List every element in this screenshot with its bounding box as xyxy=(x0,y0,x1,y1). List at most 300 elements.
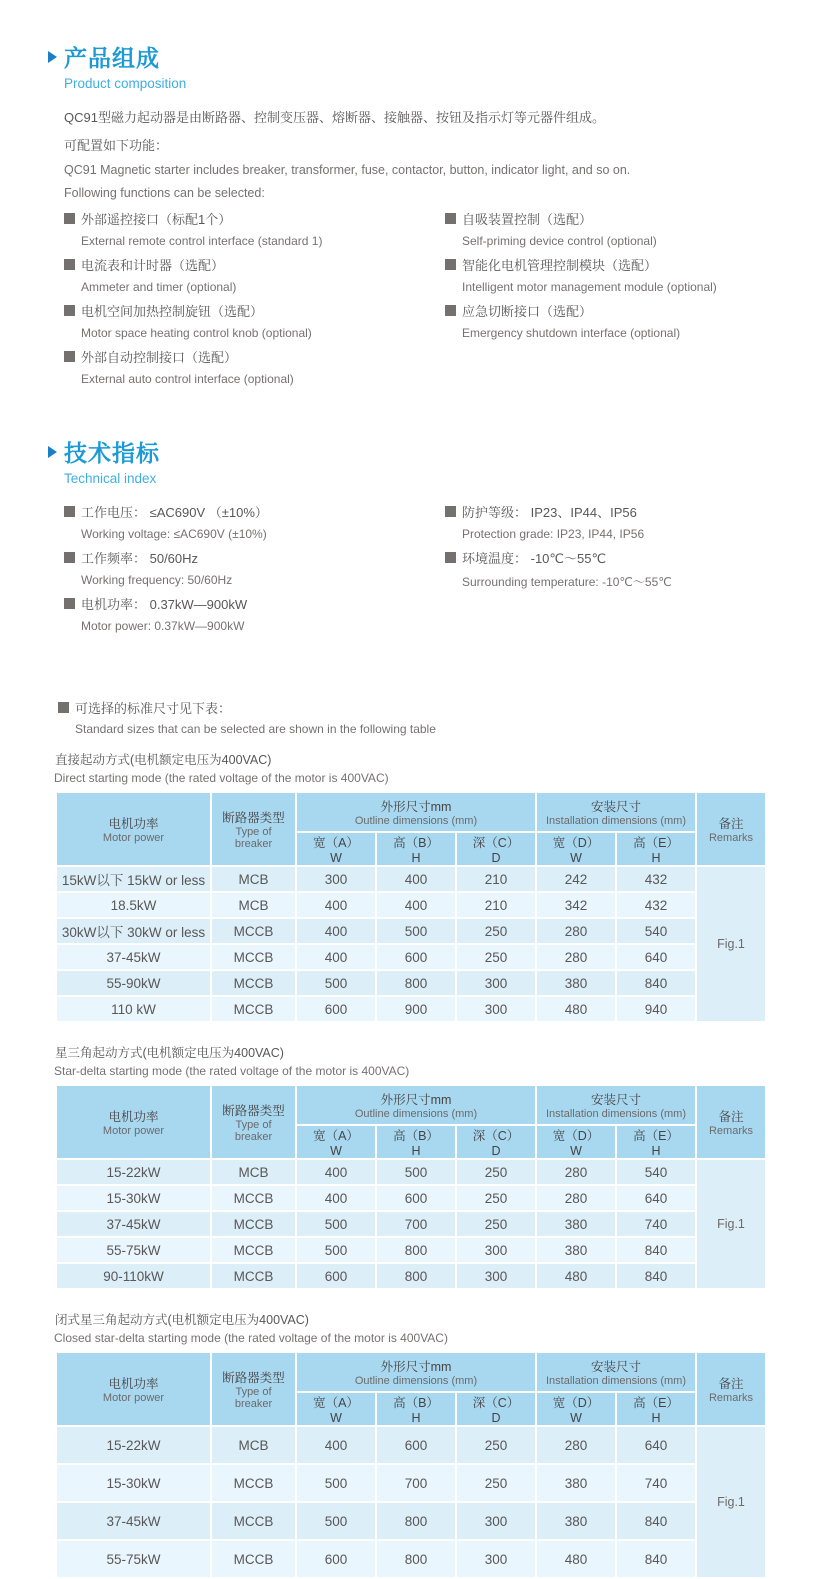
bullet-line-cn xyxy=(445,209,830,228)
cell-dimension-value: 380 xyxy=(536,1464,616,1502)
bullet-line-cn xyxy=(445,255,830,274)
square-bullet-icon xyxy=(445,213,456,224)
table-body xyxy=(56,866,766,1022)
cell-dimension-value: 500 xyxy=(296,1502,376,1540)
intro-line-cn2: 可配置如下功能： xyxy=(64,138,169,153)
subheader-label-cn: 深（C） xyxy=(472,836,520,850)
cell-dimension-value: 400 xyxy=(296,1426,376,1464)
bullet-item xyxy=(64,301,445,340)
header-label-en: Installation dimensions (mm) xyxy=(546,1108,686,1120)
bullet-item xyxy=(64,594,445,633)
cell-dimension-value: 500 xyxy=(296,1211,376,1237)
header-label-cn: 备注 xyxy=(718,1110,744,1124)
cell-dimension-value: 400 xyxy=(296,1159,376,1185)
cell-breaker-type: MCCB xyxy=(211,1263,296,1289)
cell-dimension-value: 380 xyxy=(536,970,616,996)
subheader-label-letter: W xyxy=(570,1144,582,1158)
table-row xyxy=(56,1185,766,1211)
subheader-label-cn: 深（C） xyxy=(472,1129,520,1143)
header-label-cn: 电机功率 xyxy=(108,1110,159,1124)
col-group-installation-dimensions xyxy=(536,1352,696,1392)
header-label-en: breaker xyxy=(234,1398,273,1410)
cell-dimension-value: 800 xyxy=(376,1502,456,1540)
col-subheader-dimension xyxy=(376,832,456,866)
cell-breaker-type: MCCB xyxy=(211,1540,296,1578)
col-subheader-dimension xyxy=(456,1125,536,1159)
table-body xyxy=(56,1426,766,1578)
features-right-column xyxy=(445,209,830,393)
table-header-row xyxy=(56,792,766,832)
cell-motor-power: 110 kW xyxy=(56,996,211,1022)
cell-dimension-value: 840 xyxy=(616,1540,696,1578)
cell-dimension-value: 432 xyxy=(616,892,696,918)
table-head xyxy=(56,1352,766,1426)
cell-dimension-value: 300 xyxy=(296,866,376,892)
bullet-text-cn: 应急切断接口（选配） xyxy=(462,304,593,319)
bullet-item xyxy=(64,255,445,294)
bullet-text-en: Protection grade: IP23, IP44, IP56 xyxy=(462,527,645,541)
bullet-item xyxy=(445,502,830,541)
col-subheader-dimension xyxy=(536,1125,616,1159)
cell-dimension-value: 250 xyxy=(456,1211,536,1237)
bullet-line-cn xyxy=(64,347,445,366)
cell-remark-figure: Fig.1 xyxy=(696,1159,766,1289)
section-title-en: Technical index xyxy=(64,471,157,486)
bullet-text-cn: 电机功率： 0.37kW—900kW xyxy=(81,597,248,612)
cell-dimension-value: 600 xyxy=(296,1263,376,1289)
header-label-cn: 备注 xyxy=(718,817,744,831)
square-bullet-icon xyxy=(64,213,75,224)
cell-dimension-value: 840 xyxy=(616,1502,696,1540)
col-subheader-dimension xyxy=(456,1392,536,1426)
cell-dimension-value: 800 xyxy=(376,1263,456,1289)
bullet-text-en: External remote control interface (standard 1) xyxy=(81,234,323,248)
spec-columns xyxy=(0,502,830,640)
cell-dimension-value: 250 xyxy=(456,1159,536,1185)
header-label-en: Remarks xyxy=(708,832,753,844)
cell-dimension-value: 300 xyxy=(456,1263,536,1289)
col-subheader-dimension xyxy=(616,832,696,866)
feature-columns xyxy=(0,209,830,393)
col-subheader-dimension xyxy=(376,1392,456,1426)
header-label-en: Outline dimensions (mm) xyxy=(354,1375,478,1387)
cell-dimension-value: 280 xyxy=(536,1185,616,1211)
subheader-label-cn: 高（B） xyxy=(393,1129,439,1143)
cell-dimension-value: 242 xyxy=(536,866,616,892)
col-header-breaker-type xyxy=(211,1085,296,1159)
cell-dimension-value: 480 xyxy=(536,996,616,1022)
table-head xyxy=(56,792,766,866)
dimension-table xyxy=(55,1084,767,1290)
intro-line-cn: QC91型磁力起动器是由断路器、控制变压器、熔断器、接触器、按钮及指示灯等元器件组成。 xyxy=(64,110,605,125)
subheader-label-cn: 高（E） xyxy=(633,836,679,850)
bullet-text-cn: 防护等级： IP23、IP44、IP56 xyxy=(462,505,637,520)
cell-motor-power: 55-75kW xyxy=(56,1237,211,1263)
bullet-text-cn: 工作电压： ≤AC690V （±10%） xyxy=(81,505,268,520)
cell-dimension-value: 900 xyxy=(376,996,456,1022)
bullet-text-en: Ammeter and timer (optional) xyxy=(81,280,237,294)
bullet-line-cn xyxy=(64,301,445,320)
bullet-item xyxy=(445,255,830,294)
col-subheader-dimension xyxy=(376,1125,456,1159)
bullet-item xyxy=(64,548,445,587)
cell-dimension-value: 600 xyxy=(376,1185,456,1211)
table-row xyxy=(56,918,766,944)
bullet-line-cn xyxy=(64,548,445,567)
cell-dimension-value: 210 xyxy=(456,866,536,892)
bullet-text-cn: 外部遥控接口（标配1个） xyxy=(81,212,232,227)
cell-motor-power: 15-30kW xyxy=(56,1464,211,1502)
col-subheader-dimension xyxy=(456,832,536,866)
bullet-line-cn xyxy=(64,594,445,613)
header-label-en: Type of xyxy=(235,1386,272,1398)
cell-dimension-value: 640 xyxy=(616,1185,696,1211)
subheader-label-letter: W xyxy=(330,851,342,865)
cell-motor-power: 37-45kW xyxy=(56,944,211,970)
subheader-label-cn: 宽（D） xyxy=(552,1129,600,1143)
header-label-cn: 安装尺寸 xyxy=(590,1093,641,1107)
table-row xyxy=(56,970,766,996)
table-head xyxy=(56,1085,766,1159)
col-subheader-dimension xyxy=(536,1392,616,1426)
cell-dimension-value: 380 xyxy=(536,1211,616,1237)
cell-dimension-value: 800 xyxy=(376,1237,456,1263)
table-row xyxy=(56,944,766,970)
cell-dimension-value: 280 xyxy=(536,918,616,944)
bullet-item xyxy=(445,548,830,590)
cell-remark-figure: Fig.1 xyxy=(696,1426,766,1578)
cell-dimension-value: 500 xyxy=(296,1237,376,1263)
cell-dimension-value: 540 xyxy=(616,918,696,944)
header-label-en: breaker xyxy=(234,1131,273,1143)
bullet-text-cn: 电流表和计时器（选配） xyxy=(81,258,225,273)
cell-dimension-value: 250 xyxy=(456,1426,536,1464)
cell-dimension-value: 480 xyxy=(536,1540,616,1578)
subheader-label-letter: W xyxy=(570,1411,582,1425)
col-header-remarks xyxy=(696,1085,766,1159)
table-caption-cn: 闭式星三角起动方式(电机额定电压为400VAC) xyxy=(55,1313,309,1327)
subheader-label-cn: 宽（D） xyxy=(552,836,600,850)
cell-dimension-value: 342 xyxy=(536,892,616,918)
square-bullet-icon xyxy=(64,259,75,270)
size-table-section xyxy=(0,1043,830,1290)
header-label-cn: 备注 xyxy=(718,1377,744,1391)
standard-note-en: Standard sizes that can be selected are shown in the following table xyxy=(75,722,436,736)
cell-dimension-value: 300 xyxy=(456,1502,536,1540)
cell-motor-power: 15-30kW xyxy=(56,1185,211,1211)
section-title-cn: 技术指标 xyxy=(64,440,160,466)
cell-breaker-type: MCCB xyxy=(211,970,296,996)
bullet-text-cn: 电机空间加热控制旋钮（选配） xyxy=(81,304,264,319)
square-bullet-icon xyxy=(445,506,456,517)
cell-motor-power: 30kW以下 30kW or less xyxy=(56,918,211,944)
bullet-line-cn xyxy=(64,209,445,228)
header-label-en: Outline dimensions (mm) xyxy=(354,1108,478,1120)
col-header-breaker-type xyxy=(211,1352,296,1426)
bullet-text-en: Motor space heating control knob (optional) xyxy=(81,326,312,340)
cell-dimension-value: 800 xyxy=(376,1540,456,1578)
col-subheader-dimension xyxy=(296,832,376,866)
col-group-outline-dimensions xyxy=(296,792,536,832)
intro-line-en: QC91 Magnetic starter includes breaker, transformer, fuse, contactor, button, indicator light, and so on. xyxy=(64,163,631,177)
bullet-text-en: Intelligent motor management module (optional) xyxy=(462,280,717,294)
cell-motor-power: 37-45kW xyxy=(56,1502,211,1540)
size-table-section xyxy=(0,750,830,1023)
table-row xyxy=(56,1502,766,1540)
cell-dimension-value: 250 xyxy=(456,1185,536,1211)
col-group-outline-dimensions xyxy=(296,1352,536,1392)
cell-breaker-type: MCB xyxy=(211,866,296,892)
bullet-item xyxy=(64,347,445,386)
table-row xyxy=(56,1159,766,1185)
col-header-motor-power xyxy=(56,1085,211,1159)
header-label-cn: 安装尺寸 xyxy=(590,1360,641,1374)
cell-dimension-value: 500 xyxy=(296,970,376,996)
header-label-cn: 外形尺寸mm xyxy=(380,1360,452,1374)
bullet-item xyxy=(445,301,830,340)
header-label-en: Outline dimensions (mm) xyxy=(354,815,478,827)
table-row xyxy=(56,1464,766,1502)
cell-motor-power: 90-110kW xyxy=(56,1263,211,1289)
cell-dimension-value: 400 xyxy=(296,892,376,918)
cell-dimension-value: 300 xyxy=(456,996,536,1022)
col-group-installation-dimensions xyxy=(536,1085,696,1125)
cell-dimension-value: 640 xyxy=(616,1426,696,1464)
cell-breaker-type: MCCB xyxy=(211,944,296,970)
col-subheader-dimension xyxy=(296,1125,376,1159)
cell-dimension-value: 500 xyxy=(376,1159,456,1185)
subheader-label-cn: 宽（A） xyxy=(313,1129,359,1143)
square-bullet-icon xyxy=(64,506,75,517)
specs-left-column xyxy=(64,502,445,640)
cell-dimension-value: 400 xyxy=(296,1185,376,1211)
square-bullet-icon xyxy=(445,305,456,316)
product-composition-section xyxy=(0,0,830,393)
cell-dimension-value: 280 xyxy=(536,1159,616,1185)
col-subheader-dimension xyxy=(296,1392,376,1426)
cell-dimension-value: 600 xyxy=(296,996,376,1022)
table-caption-cn: 直接起动方式(电机额定电压为400VAC) xyxy=(55,753,272,767)
subheader-label-letter: H xyxy=(411,1144,421,1158)
cell-motor-power: 55-90kW xyxy=(56,970,211,996)
dimension-table xyxy=(55,1351,767,1579)
cell-dimension-value: 640 xyxy=(616,944,696,970)
subheader-label-cn: 高（B） xyxy=(393,1396,439,1410)
bullet-text-en: External auto control interface (optional) xyxy=(81,372,294,386)
table-row xyxy=(56,866,766,892)
header-label-cn: 电机功率 xyxy=(108,1377,159,1391)
cell-dimension-value: 300 xyxy=(456,970,536,996)
subheader-label-letter: D xyxy=(491,1144,501,1158)
table-row xyxy=(56,996,766,1022)
section-arrow-icon xyxy=(48,51,57,63)
subheader-label-letter: H xyxy=(411,1411,421,1425)
bullet-text-en: Motor power: 0.37kW—900kW xyxy=(81,619,245,633)
subheader-label-letter: D xyxy=(491,1411,501,1425)
cell-breaker-type: MCCB xyxy=(211,996,296,1022)
square-bullet-icon xyxy=(445,552,456,563)
cell-dimension-value: 250 xyxy=(456,1464,536,1502)
cell-motor-power: 15-22kW xyxy=(56,1426,211,1464)
bullet-item xyxy=(64,209,445,248)
col-header-remarks xyxy=(696,792,766,866)
cell-motor-power: 15kW以下 15kW or less xyxy=(56,866,211,892)
cell-dimension-value: 432 xyxy=(616,866,696,892)
table-caption-en: Star-delta starting mode (the rated voltage of the motor is 400VAC) xyxy=(54,1064,410,1078)
square-bullet-icon xyxy=(64,351,75,362)
cell-dimension-value: 740 xyxy=(616,1464,696,1502)
cell-breaker-type: MCCB xyxy=(211,1185,296,1211)
col-subheader-dimension xyxy=(616,1392,696,1426)
header-label-en: Remarks xyxy=(708,1125,753,1137)
technical-index-header xyxy=(0,435,830,486)
cell-dimension-value: 400 xyxy=(376,866,456,892)
table-header-row xyxy=(56,1352,766,1392)
cell-dimension-value: 540 xyxy=(616,1159,696,1185)
cell-dimension-value: 210 xyxy=(456,892,536,918)
bullet-line-cn xyxy=(445,548,830,567)
cell-breaker-type: MCCB xyxy=(211,1237,296,1263)
header-label-en: breaker xyxy=(234,838,273,850)
cell-dimension-value: 500 xyxy=(376,918,456,944)
bullet-text-cn: 外部自动控制接口（选配） xyxy=(81,350,238,365)
header-label-en: Motor power xyxy=(102,1125,165,1137)
cell-dimension-value: 600 xyxy=(376,1426,456,1464)
cell-dimension-value: 400 xyxy=(296,918,376,944)
cell-dimension-value: 600 xyxy=(296,1540,376,1578)
subheader-label-letter: H xyxy=(651,851,661,865)
col-header-breaker-type xyxy=(211,792,296,866)
col-group-installation-dimensions xyxy=(536,792,696,832)
col-header-remarks xyxy=(696,1352,766,1426)
cell-dimension-value: 700 xyxy=(376,1211,456,1237)
cell-dimension-value: 840 xyxy=(616,1263,696,1289)
subheader-label-cn: 高（B） xyxy=(393,836,439,850)
bullet-text-en: Working frequency: 50/60Hz xyxy=(81,573,233,587)
square-bullet-icon xyxy=(445,259,456,270)
square-bullet-icon xyxy=(64,552,75,563)
cell-dimension-value: 500 xyxy=(296,1464,376,1502)
bullet-text-cn: 智能化电机管理控制模块（选配） xyxy=(462,258,658,273)
section-title-cn: 产品组成 xyxy=(64,45,160,71)
bullet-item xyxy=(445,209,830,248)
square-bullet-icon xyxy=(64,598,75,609)
header-label-en: Motor power xyxy=(102,832,165,844)
bullet-line-cn xyxy=(64,255,445,274)
specs-right-column xyxy=(445,502,830,640)
header-label-cn: 安装尺寸 xyxy=(590,800,641,814)
table-row xyxy=(56,1426,766,1464)
bullet-text-cn: 工作频率： 50/60Hz xyxy=(81,551,199,566)
cell-dimension-value: 280 xyxy=(536,944,616,970)
cell-dimension-value: 300 xyxy=(456,1237,536,1263)
cell-dimension-value: 840 xyxy=(616,970,696,996)
bullet-line-cn xyxy=(445,502,830,521)
cell-dimension-value: 480 xyxy=(536,1263,616,1289)
bullet-line-cn xyxy=(445,301,830,320)
cell-dimension-value: 840 xyxy=(616,1237,696,1263)
header-label-cn: 电机功率 xyxy=(108,817,159,831)
bullet-text-cn: 自吸装置控制（选配） xyxy=(462,212,593,227)
header-label-cn: 外形尺寸mm xyxy=(380,800,452,814)
cell-dimension-value: 250 xyxy=(456,918,536,944)
col-header-motor-power xyxy=(56,792,211,866)
bullet-line-cn xyxy=(64,502,445,521)
table-row xyxy=(56,1263,766,1289)
header-label-en: Installation dimensions (mm) xyxy=(546,1375,686,1387)
standard-sizes-note xyxy=(0,698,830,736)
cell-breaker-type: MCCB xyxy=(211,1464,296,1502)
subheader-label-cn: 宽（A） xyxy=(313,1396,359,1410)
technical-index-section xyxy=(0,435,830,640)
bullet-text-en: Emergency shutdown interface (optional) xyxy=(462,326,681,340)
cell-dimension-value: 400 xyxy=(376,892,456,918)
subheader-label-letter: H xyxy=(651,1144,661,1158)
cell-dimension-value: 380 xyxy=(536,1502,616,1540)
square-bullet-icon xyxy=(58,702,69,713)
bullet-item xyxy=(64,502,445,541)
col-subheader-dimension xyxy=(616,1125,696,1159)
cell-dimension-value: 380 xyxy=(536,1237,616,1263)
subheader-label-letter: W xyxy=(330,1411,342,1425)
cell-breaker-type: MCB xyxy=(211,1426,296,1464)
subheader-label-cn: 高（E） xyxy=(633,1396,679,1410)
tables-root xyxy=(0,750,830,1579)
section-arrow-icon xyxy=(48,446,57,458)
size-table-section xyxy=(0,1310,830,1579)
col-group-outline-dimensions xyxy=(296,1085,536,1125)
cell-dimension-value: 300 xyxy=(456,1540,536,1578)
table-header-row xyxy=(56,1085,766,1125)
cell-breaker-type: MCCB xyxy=(211,1211,296,1237)
cell-dimension-value: 280 xyxy=(536,1426,616,1464)
subheader-label-letter: D xyxy=(491,851,501,865)
cell-breaker-type: MCB xyxy=(211,1159,296,1185)
bullet-text-cn: 环境温度： -10℃～55℃ xyxy=(462,551,607,566)
header-label-cn: 断路器类型 xyxy=(222,1104,285,1118)
bullet-text-en: Working voltage: ≤AC690V (±10%) xyxy=(81,527,267,541)
subheader-label-letter: H xyxy=(411,851,421,865)
cell-dimension-value: 400 xyxy=(296,944,376,970)
cell-remark-figure: Fig.1 xyxy=(696,866,766,1022)
standard-note-cn: 可选择的标准尺寸见下表： xyxy=(75,701,232,716)
product-composition-header xyxy=(0,40,830,91)
subheader-label-letter: H xyxy=(651,1411,661,1425)
dimension-table xyxy=(55,791,767,1023)
cell-dimension-value: 250 xyxy=(456,944,536,970)
subheader-label-cn: 深（C） xyxy=(472,1396,520,1410)
bullet-text-en: Surrounding temperature: -10℃～55℃ xyxy=(462,575,672,589)
subheader-label-letter: W xyxy=(330,1144,342,1158)
cell-dimension-value: 940 xyxy=(616,996,696,1022)
col-header-motor-power xyxy=(56,1352,211,1426)
intro-line-en2: Following functions can be selected: xyxy=(64,186,265,200)
table-row xyxy=(56,1237,766,1263)
cell-breaker-type: MCCB xyxy=(211,918,296,944)
table-body xyxy=(56,1159,766,1289)
product-intro xyxy=(0,107,830,200)
header-label-cn: 断路器类型 xyxy=(222,1371,285,1385)
header-label-cn: 外形尺寸mm xyxy=(380,1093,452,1107)
header-label-en: Type of xyxy=(235,826,272,838)
col-subheader-dimension xyxy=(536,832,616,866)
header-label-en: Type of xyxy=(235,1119,272,1131)
table-row xyxy=(56,892,766,918)
cell-breaker-type: MCB xyxy=(211,892,296,918)
cell-dimension-value: 800 xyxy=(376,970,456,996)
section-title-en: Product composition xyxy=(64,76,187,91)
table-row xyxy=(56,1211,766,1237)
